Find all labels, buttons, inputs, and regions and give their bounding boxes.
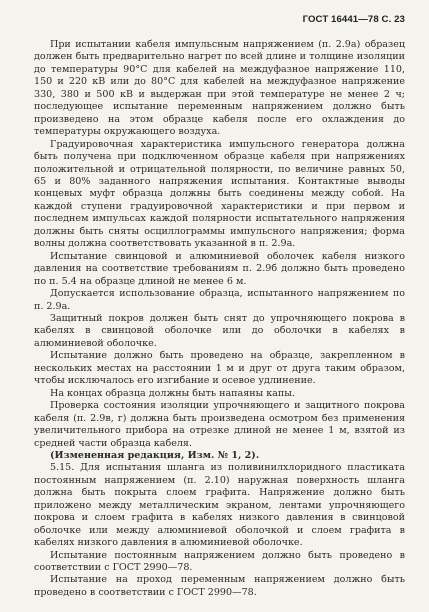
paragraph-sheath-test: Испытание свинцовой и алюминиевой оболочек кабеля низкого давления на соответствие требованиям п. 2.9б должно быть проведено по п. 5.4 на образце длиной не менее 6 м. (34, 250, 405, 287)
paragraph-dc-test: Испытание постоянным напряжением должно быть проведено в соответствии с ГОСТ 2990—78. (34, 549, 405, 574)
paragraph-insulation-check: Проверка состояния изоляции упрочняющего и защитного покрова кабеля (п. 2.9в, г) должна быть произведена осмотром без применения увеличительного прибора на отрезке длиной не менее 1 м, взятой из средней части образца кабеля. (34, 400, 405, 449)
document-body (34, 39, 405, 599)
paragraph-protective-cover: Защитный покров должен быть снят до упрочняющего покрова в кабелях в свинцовой оболочке или до оболочки в кабелях в алюминиевой оболочке. (34, 312, 405, 349)
paragraph-ac-test: Испытание на проход переменным напряжением должно быть проведено в соответствии с ГОСТ 2990—78. (34, 574, 405, 598)
paragraph-amendment-note: (Измененная редакция, Изм. № 1, 2). (50, 449, 260, 461)
paragraph-sample-fixing: Испытание должно быть проведено на образце, закрепленном в нескольких местах на расстоянии 1 м и друг от друга таким образом, чтобы исключалось его изгибание и осевое удлинение. (34, 350, 405, 387)
paragraph-caps: На концах образца должны быть напаяны капы. (50, 387, 295, 399)
page-header: ГОСТ 16441—78 С. 23 (302, 14, 405, 25)
paragraph-sample-allowed: Допускается использование образца, испытанного напряжением по п. 2.9а. (34, 288, 405, 312)
paragraph-5-15: 5.15. Для испытания шланга из поливинилхлоридного пластиката постоянным напряжением (п. 2.10) наружная поверхность шланга должна быть покрыта слоем графита. Напряжение должно быть приложено между металлическим экраном, лентами упрочняющего покрова и слоем графита в кабелях низкого давления в свинцовой оболочке или между алюминиевой оболочкой и слоем графита в кабелях низкого давления в алюминиевой оболочке. (34, 462, 405, 549)
paragraph-calibration: Градуировочная характеристика импульсного генератора должна быть получена при подключенном образце кабеля при напряжениях положительной и отрицательной полярности, по величине равных 50, 65 и 80% заданного напряжения испытания. Контактные выводы концевых муфт образца должны быть соединены между собой. На каждой ступени градуировочной характеристики и при первом и последнем импульсах каждой полярности испытательного напряжения должны быть сняты осциллограммы импульсного напряжения; форма волны должна соответствовать указанной в п. 2.9а. (34, 138, 405, 250)
paragraph-impulse-test: При испытании кабеля импульсным напряжением (п. 2.9а) образец должен быть предварительно нагрет по всей длине и толщине изоляции до температуры 90°С для кабелей на междуфазное напряжение 110, 150 и 220 кВ или до 80°С для кабелей на междуфазное напряжение 330, 380 и 500 кВ и выдержан при этой температуре не менее 2 ч; последующее испытание переменным напряжением должно быть произведено на этом образце кабеля после его охлаждения до температуры окружающего воздуха. (34, 39, 405, 138)
